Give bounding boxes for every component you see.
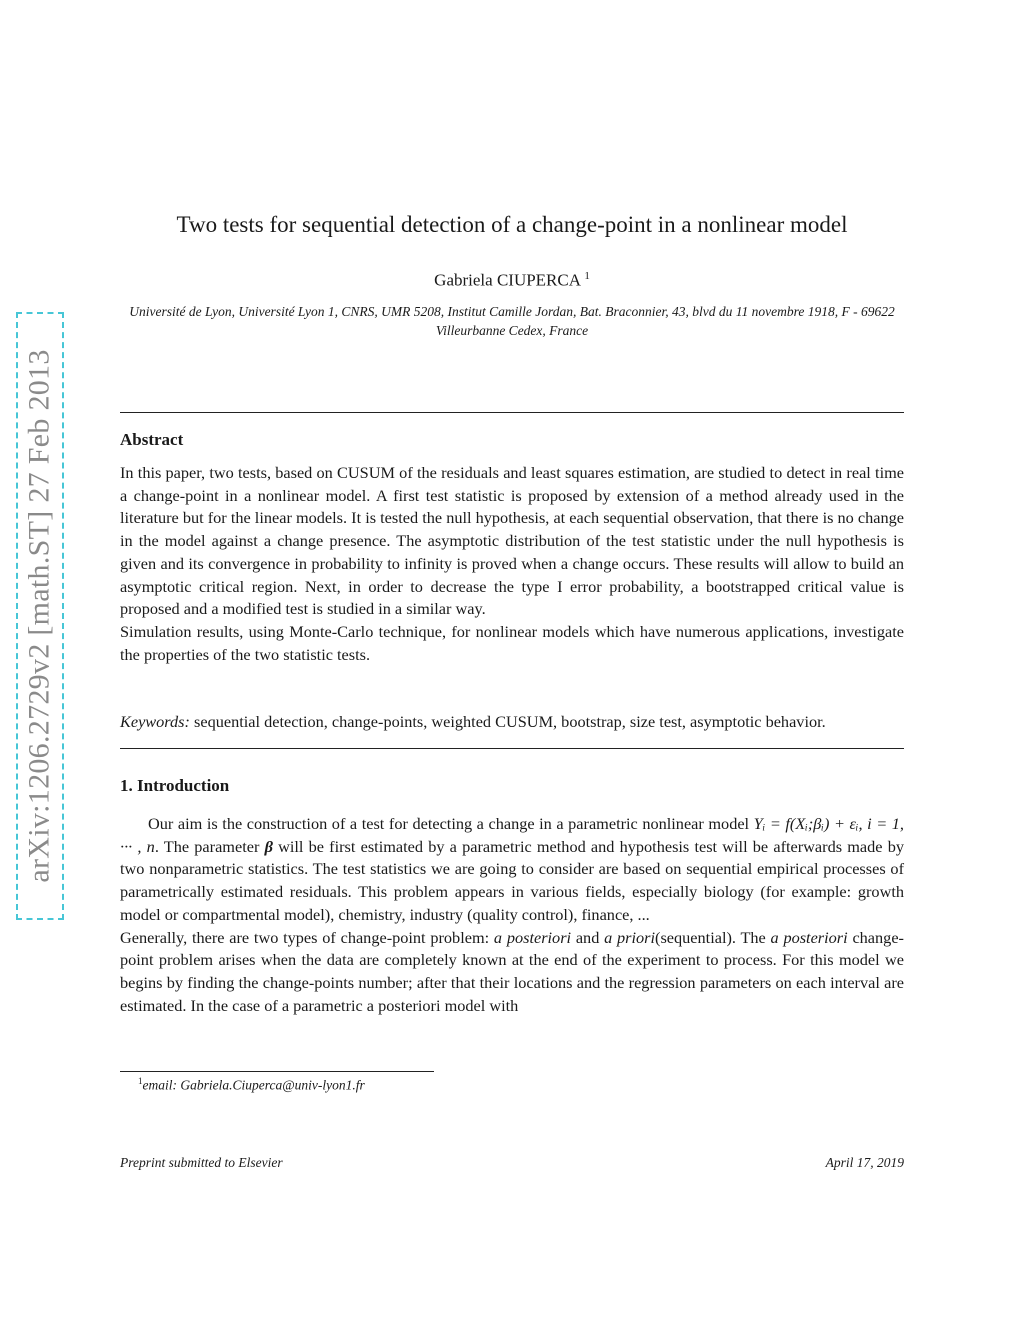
intro-paragraph <box>120 927 904 1018</box>
term-a-posteriori: a posteriori <box>770 927 848 947</box>
arxiv-identifier-text: arXiv:1206.2729v2 [math.ST] 27 Feb 2013 <box>23 349 57 883</box>
paper-title: Two tests for sequential detection of a change-point in a nonlinear model <box>176 212 848 237</box>
term-a-posteriori: a posteriori <box>493 927 572 947</box>
abstract-top-rule <box>120 412 904 413</box>
intro-text: change-point problem arises when the data are completely known at the end of the experiment to process. For this model we begins by finding the change-points number; after that their locations and the regression parameters on each interval are estimated. In the case of a parametric a posteriori model with <box>120 927 904 1015</box>
intro-text: (sequential). The <box>655 927 771 947</box>
term-a-priori: a priori <box>604 927 656 947</box>
intro-paragraph <box>120 813 904 927</box>
footnote-mark: 1 <box>138 1076 143 1086</box>
footer-preprint-note: Preprint submitted to Elsevier <box>120 1155 283 1170</box>
keywords-label: Keywords: <box>120 712 190 731</box>
keywords-line <box>120 711 904 733</box>
footnote <box>138 1076 365 1094</box>
author-line <box>0 270 1024 291</box>
arxiv-identifier-stamp <box>16 312 64 920</box>
keywords-text: sequential detection, change-points, weighted CUSUM, bootstrap, size test, asymptotic behavior. <box>194 712 826 731</box>
footnote-email[interactable]: email: Gabriela.Ciuperca@univ-lyon1.fr <box>142 1077 365 1093</box>
abstract-bottom-rule <box>120 748 904 749</box>
affiliation: Université de Lyon, Université Lyon 1, CNRS, UMR 5208, Institut Camille Jordan, Bat. Braconnier, 43, blvd du 11 novembre 1918, F - 69622 Villeurbanne Cedex, France <box>129 304 895 338</box>
section-heading-introduction: 1. Introduction <box>120 776 230 795</box>
abstract-paragraph: In this paper, two tests, based on CUSUM of the residuals and least squares estimation, are studied to detect in real time a change-point in a nonlinear model. A first test statistic is proposed by extension of a method already used in the literature but for the linear models. It is tested the null hypothesis, at each sequential observation, that there is no change in the model against a change presence. The asymptotic distribution of the test statistic under the null hypothesis is given and its convergence in probability to infinity is proved when a change occurs. These results will allow to build an asymptotic critical region. Next, in order to decrease the type I error probability, a bootstrapped critical value is proposed and a modified test is studied in a similar way. <box>120 463 904 619</box>
intro-text: and <box>571 927 605 947</box>
intro-text: Generally, there are two types of change-point problem: <box>120 927 494 947</box>
abstract-heading: Abstract <box>120 430 184 449</box>
model-equation: Yᵢ = f(Xᵢ;βᵢ) + εᵢ, i = 1, ··· , n <box>120 814 905 856</box>
abstract-body <box>120 462 904 666</box>
intro-text: . The parameter <box>154 836 265 856</box>
author-footnote-mark: 1 <box>584 270 590 282</box>
intro-text: will be first estimated by a parametric method and hypothesis test will be afterwards made by two nonparametric statistics. The test statistics we are going to consider are based on sequential empirical processes of parametrically estimated residuals. This problem appears in various fields, especially biology (for example: growth model or compartmental model), chemistry, industry (quality control), finance, ... <box>120 836 904 924</box>
footnote-rule <box>120 1071 434 1072</box>
author-name: Gabriela CIUPERCA <box>434 270 581 290</box>
abstract-paragraph: Simulation results, using Monte-Carlo technique, for nonlinear models which have numerous applications, investigate the properties of the two statistic tests. <box>120 621 904 664</box>
introduction-body <box>120 813 904 1017</box>
intro-text: Our aim is the construction of a test for detecting a change in a parametric nonlinear model <box>148 814 754 833</box>
beta-symbol: β <box>264 836 273 856</box>
footer-date: April 17, 2019 <box>825 1155 904 1170</box>
